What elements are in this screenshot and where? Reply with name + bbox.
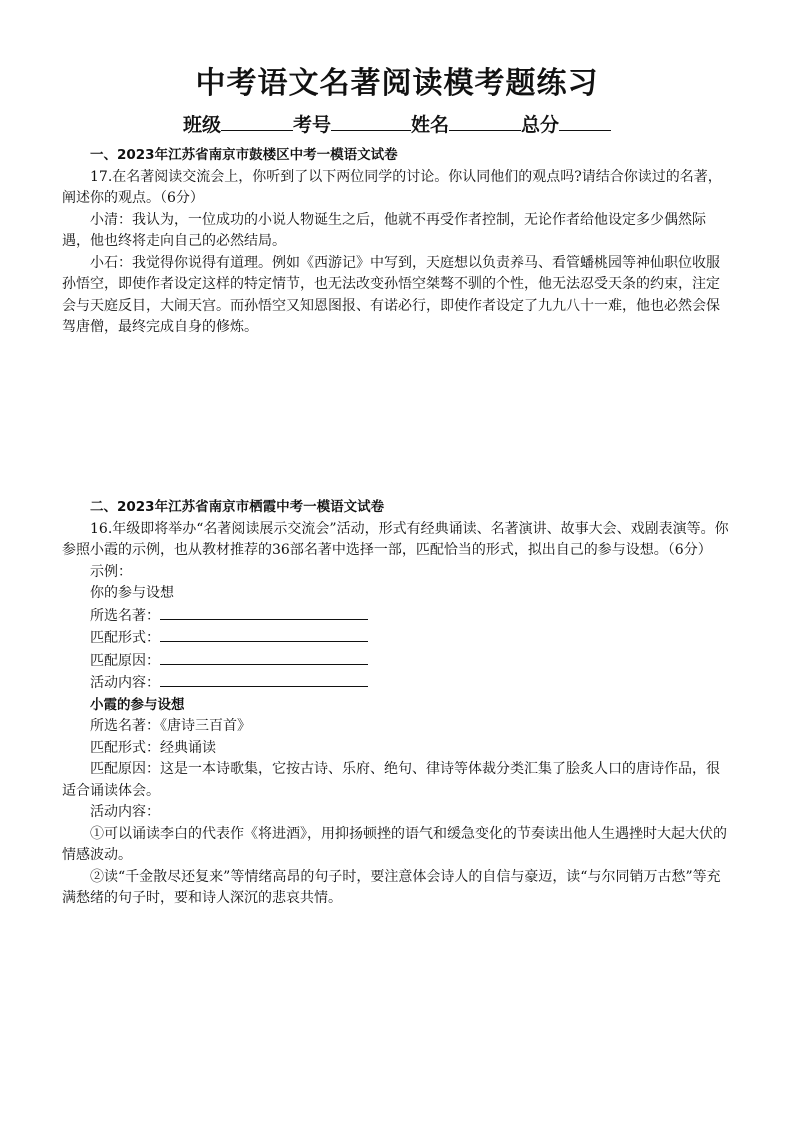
page-title: 中考语文名著阅读模考题练习: [195, 66, 599, 101]
section-one: [62, 145, 732, 339]
xiaoxia-reason: 匹配原因：这是一本诗歌集，它按古诗、乐府、绝句、律诗等体裁分类汇集了脍炙人口的唐诗作品，很适合诵读体会。: [62, 761, 720, 799]
exam-no-blank[interactable]: [331, 110, 411, 131]
field-book-row: [62, 605, 732, 628]
section-two: [62, 497, 732, 910]
field-reason-blank[interactable]: [160, 650, 368, 665]
content-item-2: ②读“千金散尽还复来”等情绪高昂的句子时，要注意体会诗人的自信与豪迈，读“与尔同销万古愁”等充满愁绪的句子时，要和诗人深沉的悲哀共情。: [62, 868, 721, 906]
field-book-blank[interactable]: [160, 605, 368, 620]
field-content-blank[interactable]: [160, 672, 368, 687]
class-blank[interactable]: [221, 110, 293, 131]
xiaoxia-plan-label: 小霞的参与设想: [90, 696, 185, 713]
class-label: 班级: [182, 114, 221, 136]
question-17: 17.在名著阅读交流会上，你听到了以下两位同学的讨论。你认同他们的观点吗?请结合你读过的名著，阐述你的观点。（6分）: [62, 168, 722, 206]
field-form-row: [62, 627, 732, 650]
example-label: 示例：: [90, 563, 132, 580]
field-content-row: [62, 672, 732, 695]
your-plan-label: 你的参与设想: [90, 585, 174, 601]
section-two-heading: 二、2023年江苏省南京市栖霞中考一模语文试卷: [90, 499, 385, 515]
xiaoxia-content-label: 活动内容：: [90, 804, 160, 820]
field-book-label: 所选名著：: [90, 607, 160, 624]
field-content-label: 活动内容：: [90, 675, 160, 691]
xiaoxia-book: 所选名著：《唐诗三百首》: [90, 718, 251, 734]
name-label: 姓名: [411, 114, 450, 136]
content-item-1: ①可以诵读李白的代表作《将进酒》，用抑扬顿挫的语气和缓急变化的节奏读出他人生遇挫时大起大伏的情感波动。: [62, 825, 727, 863]
field-form-label: 匹配形式：: [90, 630, 160, 646]
field-form-blank[interactable]: [160, 627, 368, 642]
score-label: 总分: [521, 114, 560, 136]
student-info-line: [0, 110, 794, 138]
xiaoshi-statement: 小石：我觉得你说得有道理。例如《西游记》中写到，天庭想以负责养马、看管蟠桃园等神仙职位收服孙悟空，即使作者设定这样的特定情节，也无法改变孙悟空桀骜不驯的个性，他无法忍受天条的约束，注定会与天庭反目，大闹天宫。而孙悟空又知恩图报、有诺必行，即使作者设定了九九八十一难，他也必然会保驾唐僧，最终完成自身的修炼。: [62, 254, 720, 335]
field-reason-label: 匹配原因：: [90, 652, 160, 669]
field-reason-row: [62, 650, 732, 673]
exam-no-label: 考号: [292, 114, 331, 136]
xiaoxia-form: 匹配形式：经典诵读: [90, 739, 216, 756]
xiaoqing-statement: 小清：我认为，一位成功的小说人物诞生之后，他就不再受作者控制，无论作者给他设定多少偶然际遇，他也终将走向自己的必然结局。: [62, 211, 706, 249]
question-16: 16.年级即将举办“名著阅读展示交流会”活动，形式有经典诵读、名著演讲、故事大会、戏剧表演等。你参照小霞的示例，也从教材推荐的36部名著中选择一部，匹配恰当的形式，拟出自己的参与设想。（6分）: [62, 520, 729, 558]
name-blank[interactable]: [449, 110, 521, 131]
score-blank[interactable]: [559, 110, 611, 131]
section-one-heading: 一、2023年江苏省南京市鼓楼区中考一模语文试卷: [90, 147, 398, 163]
